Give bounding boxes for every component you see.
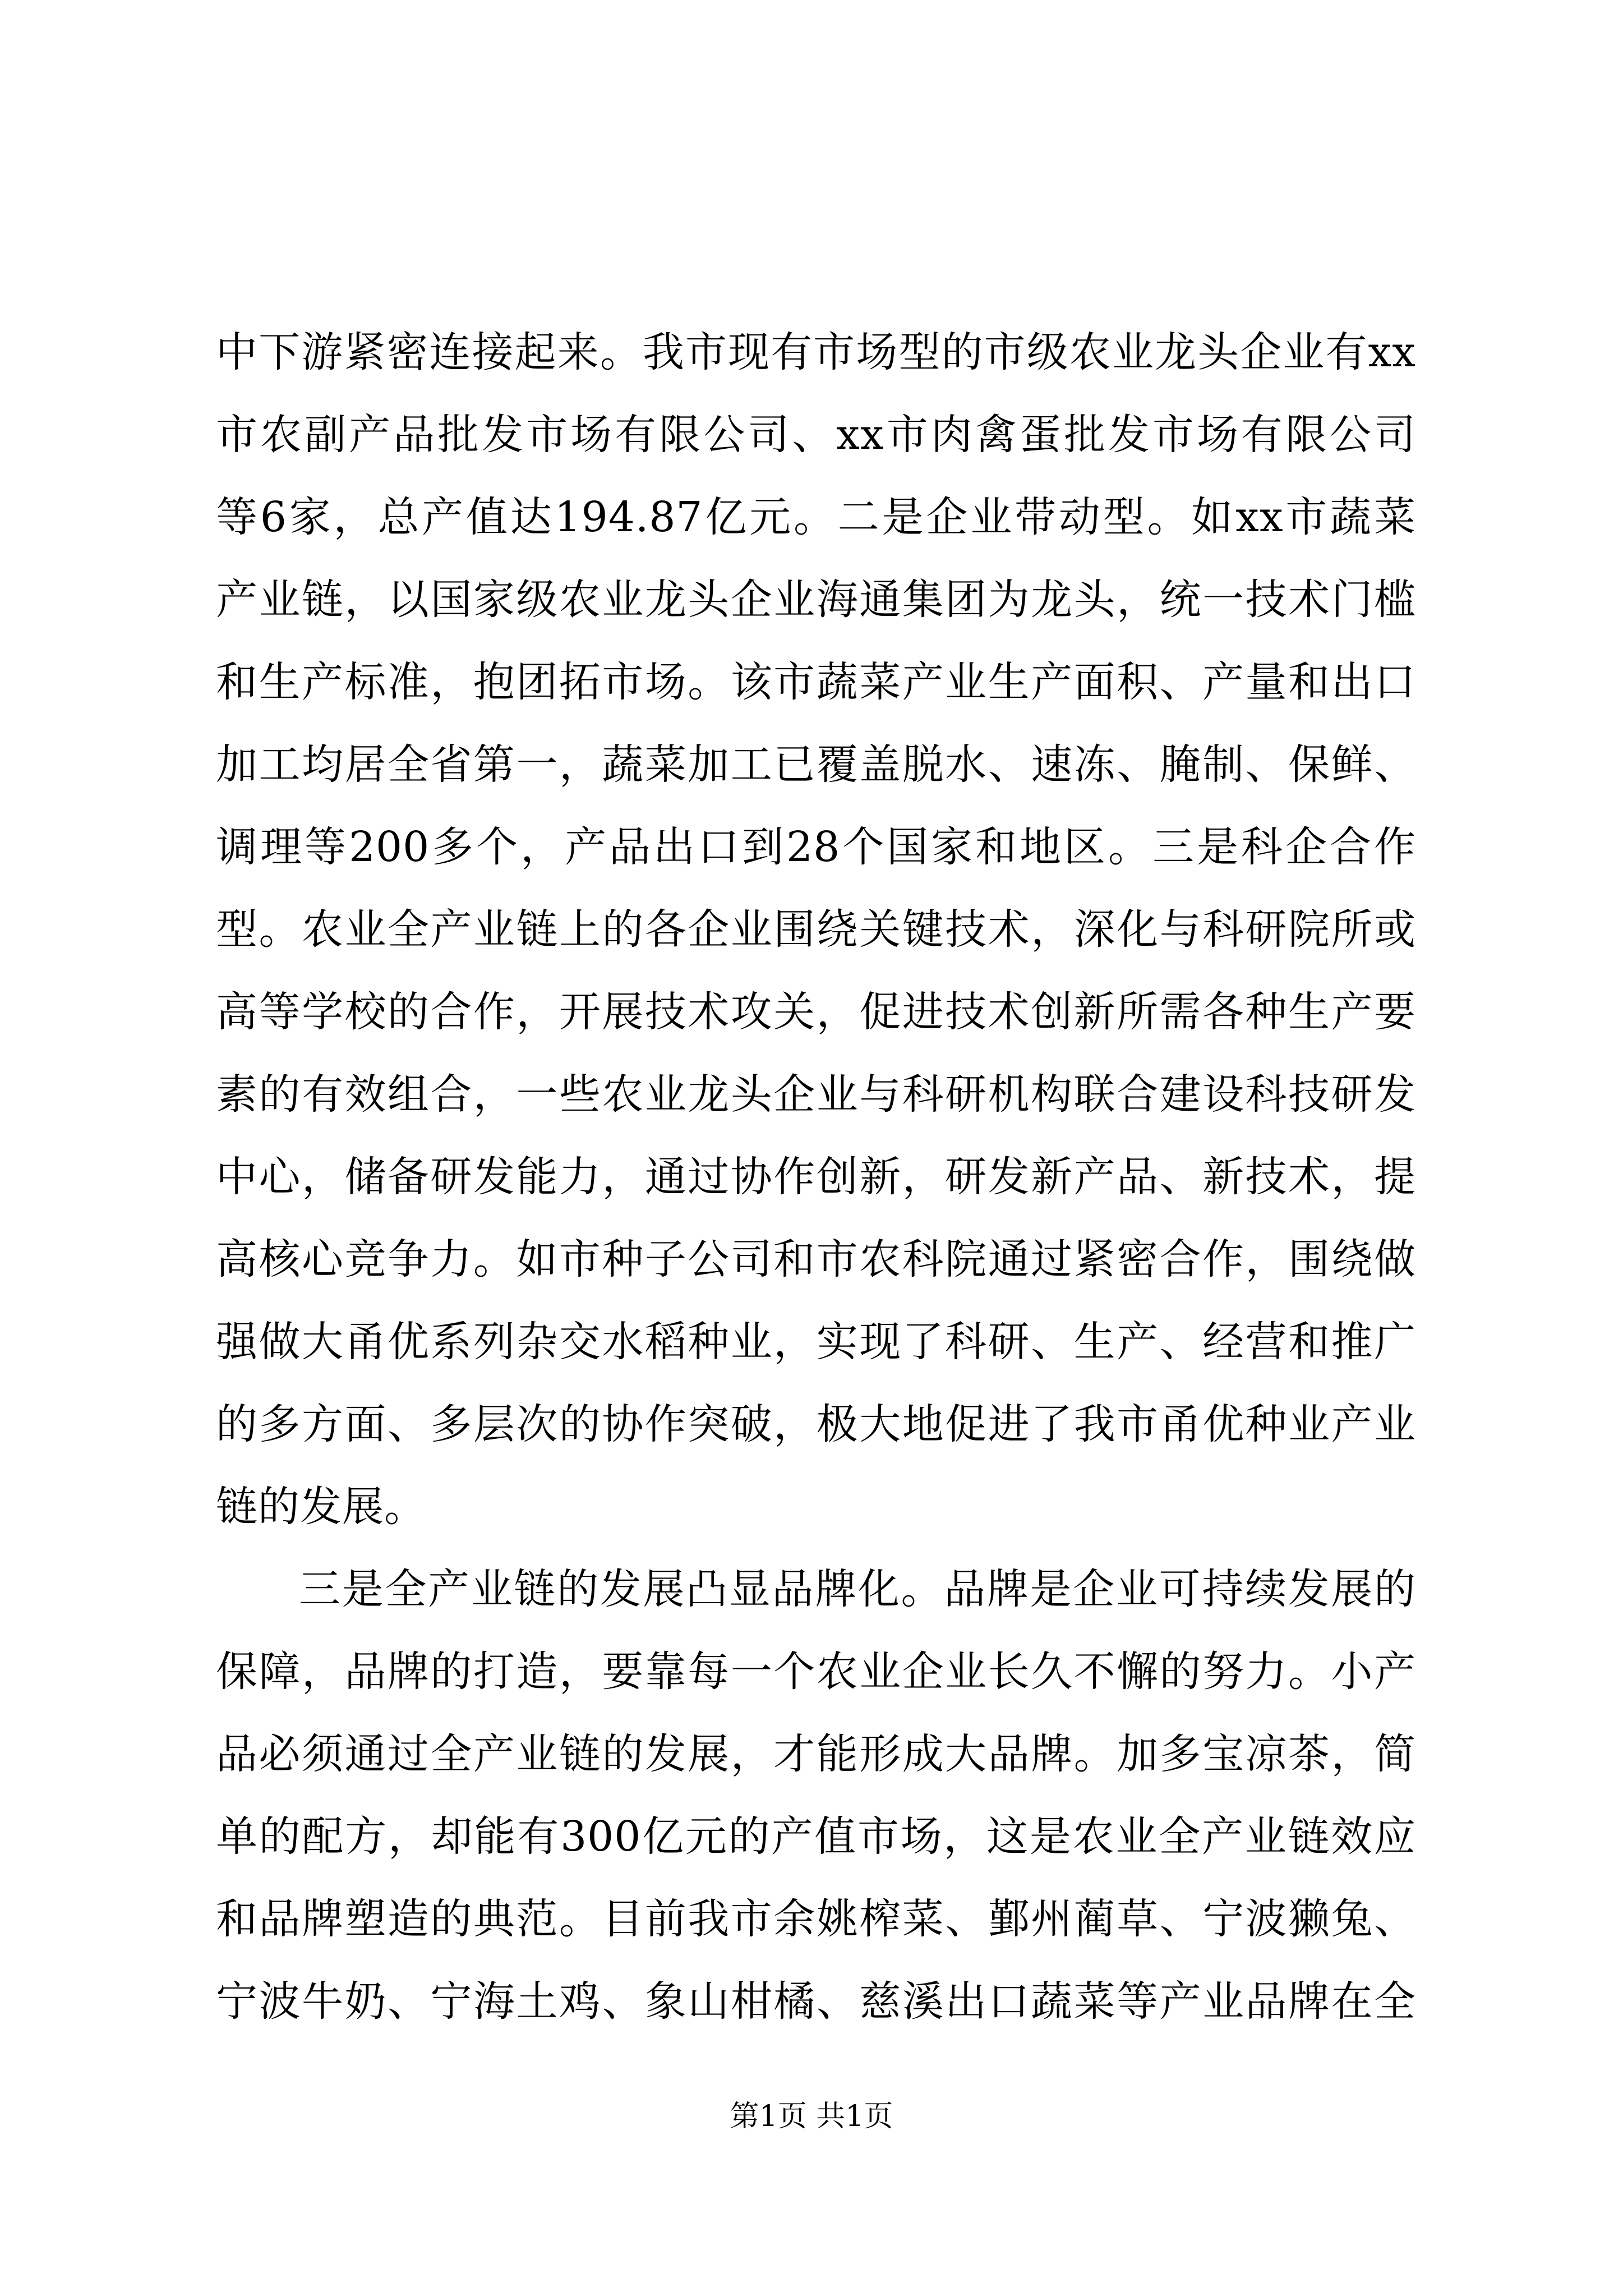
text-line: 中下游紧密连接起来。我市现有市场型的市级农业龙头企业有xx: [216, 328, 1416, 376]
text-line: 加工均居全省第一，蔬菜加工已覆盖脱水、速冻、腌制、保鲜、: [216, 740, 1416, 789]
text-line: 产业链，以国家级农业龙头企业海通集团为龙头，统一技术门槛: [216, 576, 1416, 624]
text-line: 中心，储备研发能力，通过协作创新，研发新产品、新技术，提: [216, 1153, 1416, 1201]
page-number-footer: 第1页 共1页: [730, 2100, 893, 2133]
text-line: 型。农业全产业链上的各企业围绕关键技术，深化与科研院所或: [216, 905, 1416, 954]
text-line: 和品牌塑造的典范。目前我市余姚榨菜、鄞州蔺草、宁波獭兔、: [216, 1895, 1416, 1943]
paragraph-1: [216, 311, 1416, 1548]
text-line: 单的配方，却能有300亿元的产值市场，这是农业全产业链效应: [216, 1812, 1416, 1861]
text-line: 保障，品牌的打造，要靠每一个农业企业长久不懈的努力。小产: [216, 1648, 1416, 1696]
document-body: [216, 311, 1416, 2043]
text-line: 调理等200多个，产品出口到28个国家和地区。三是科企合作: [216, 823, 1416, 871]
text-line: 素的有效组合，一些农业龙头企业与科研机构联合建设科技研发: [216, 1070, 1416, 1119]
text-line: 高核心竞争力。如市种子公司和市农科院通过紧密合作，围绕做: [216, 1235, 1416, 1283]
text-line: 市农副产品批发市场有限公司、xx市肉禽蛋批发市场有限公司: [216, 411, 1416, 459]
text-line-last: 链的发展。: [216, 1483, 426, 1531]
text-line: 等6家，总产值达194.87亿元。二是企业带动型。如xx市蔬菜: [216, 493, 1416, 541]
text-line: 品必须通过全产业链的发展，才能形成大品牌。加多宝凉茶，简: [216, 1730, 1416, 1778]
text-line: 的多方面、多层次的协作突破，极大地促进了我市甬优种业产业: [216, 1400, 1416, 1448]
text-line: 高等学校的合作，开展技术攻关，促进技术创新所需各种生产要: [216, 988, 1416, 1036]
text-line: 宁波牛奶、宁海土鸡、象山柑橘、慈溪出口蔬菜等产业品牌在全: [216, 1977, 1416, 2026]
paragraph-2: [216, 1548, 1416, 2043]
text-line: 强做大甬优系列杂交水稻种业，实现了科研、生产、经营和推广: [216, 1318, 1416, 1366]
text-line: 和生产标准，抱团拓市场。该市蔬菜产业生产面积、产量和出口: [216, 658, 1416, 706]
text-line-indented: 三是全产业链的发展凸显品牌化。品牌是企业可持续发展的: [299, 1565, 1416, 1613]
